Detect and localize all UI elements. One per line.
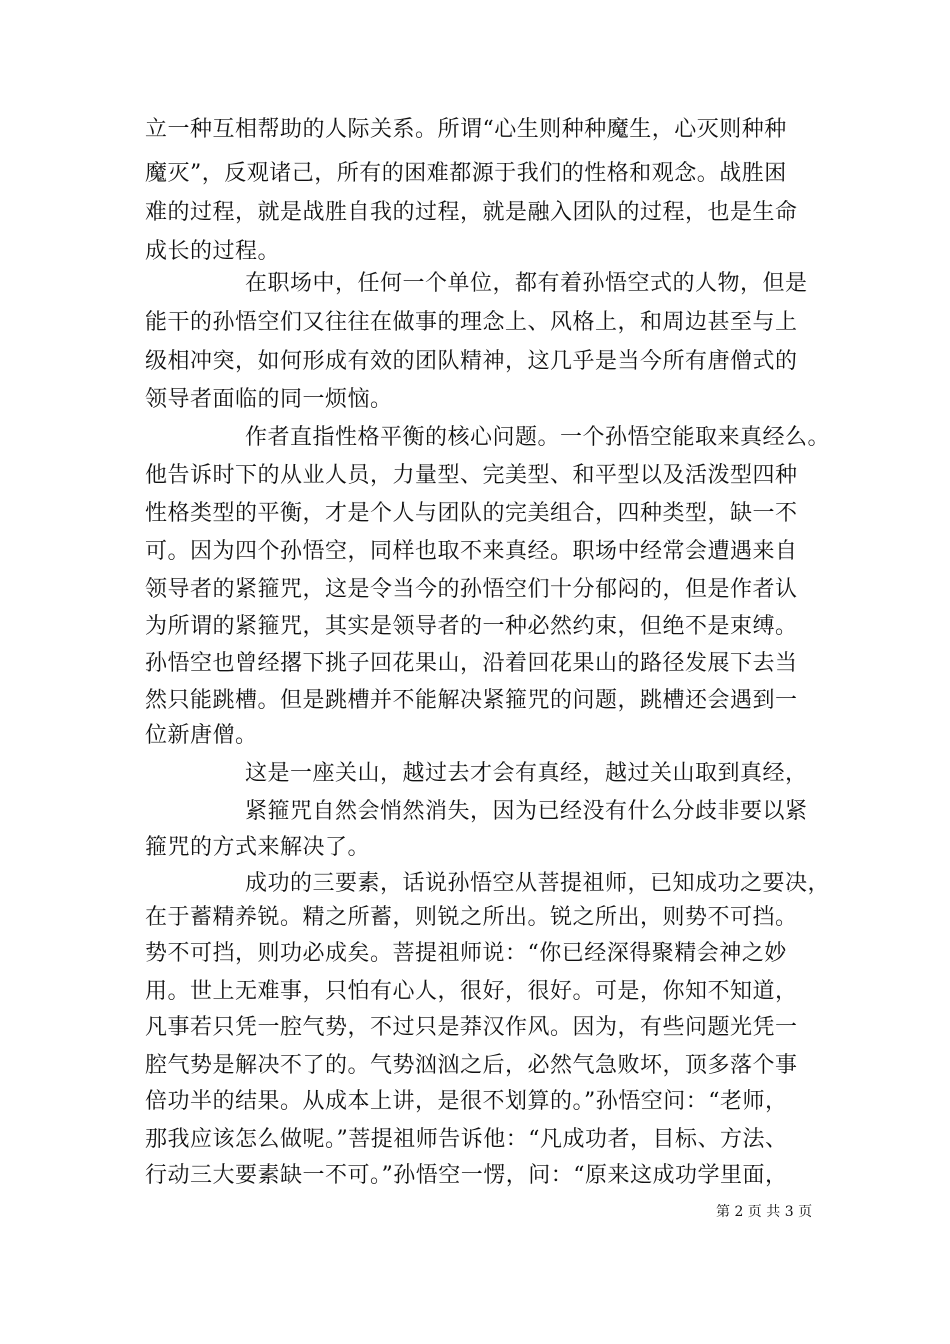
text-line: 他告诉时下的从业人员，力量型、完美型、和平型以及活泼型四种 bbox=[145, 463, 798, 488]
text-line: 紧箍咒自然会悄然消失，因为已经没有什么分歧非要以紧 bbox=[245, 799, 808, 824]
text-line: 然只能跳槽。但是跳槽并不能解决紧箍咒的问题，跳槽还会遇到一 bbox=[145, 688, 798, 713]
text-line: 倍功半的结果。从成本上讲，是很不划算的。”孙悟空问：“老师， bbox=[145, 1089, 788, 1114]
text-line: 作者直指性格平衡的核心问题。一个孙悟空能取来真经么。 bbox=[245, 425, 831, 450]
text-line: 成功的三要素，话说孙悟空从菩提祖师，已知成功之要决， bbox=[245, 871, 831, 896]
text-line: 用。世上无难事，只怕有心人，很好，很好。可是，你知不知道， bbox=[145, 979, 798, 1004]
page-number: 第 2 页 共 3 页 bbox=[716, 1204, 813, 1220]
text-line: 可。因为四个孙悟空，同样也取不来真经。职场中经常会遭遇来自 bbox=[145, 539, 798, 564]
text-line: 在于蓄精养锐。精之所蓄，则锐之所出。锐之所出，则势不可挡。 bbox=[145, 905, 798, 930]
text-line: 孙悟空也曾经撂下挑子回花果山，沿着回花果山的路径发展下去当 bbox=[145, 651, 798, 676]
text-line: 立一种互相帮助的人际关系。所谓“心生则种种魔生，心灭则种种 bbox=[145, 117, 787, 142]
text-line: 腔气势是解决不了的。气势汹汹之后，必然气急败坏，顶多落个事 bbox=[145, 1053, 798, 1078]
text-line: 能干的孙悟空们又往往在做事的理念上、风格上，和周边甚至与上 bbox=[145, 310, 798, 335]
text-line: 凡事若只凭一腔气势，不过只是莽汉作风。因为，有些问题光凭一 bbox=[145, 1015, 798, 1040]
text-line: 成长的过程。 bbox=[145, 239, 281, 264]
text-line: 魔灭”，反观诸己，所有的困难都源于我们的性格和观念。战胜困 bbox=[145, 161, 787, 186]
text-line: 性格类型的平衡，才是个人与团队的完美组合，四种类型，缺一不 bbox=[145, 501, 798, 526]
text-line: 箍咒的方式来解决了。 bbox=[145, 835, 371, 860]
text-line: 位新唐僧。 bbox=[145, 723, 258, 748]
text-line: 级相冲突，如何形成有效的团队精神，这几乎是当今所有唐僧式的 bbox=[145, 349, 798, 374]
text-line: 为所谓的紧箍咒，其实是领导者的一种必然约束，但绝不是束缚。 bbox=[145, 614, 798, 639]
text-line: 行动三大要素缺一不可。”孙悟空一愣，问：“原来这成功学里面， bbox=[145, 1163, 788, 1188]
text-line: 这是一座关山，越过去才会有真经，越过关山取到真经， bbox=[245, 761, 808, 786]
text-line: 领导者面临的同一烦恼。 bbox=[145, 387, 393, 412]
text-line: 势不可挡，则功必成矣。菩提祖师说：“你已经深得聚精会神之妙 bbox=[145, 941, 787, 966]
text-line: 在职场中，任何一个单位，都有着孙悟空式的人物，但是 bbox=[245, 271, 808, 296]
text-line: 领导者的紧箍咒，这是令当今的孙悟空们十分郁闷的，但是作者认 bbox=[145, 577, 798, 602]
text-line: 那我应该怎么做呢。”菩提祖师告诉他：“凡成功者，目标、方法、 bbox=[145, 1127, 788, 1152]
text-line: 难的过程，就是战胜自我的过程，就是融入团队的过程，也是生命 bbox=[145, 200, 798, 225]
